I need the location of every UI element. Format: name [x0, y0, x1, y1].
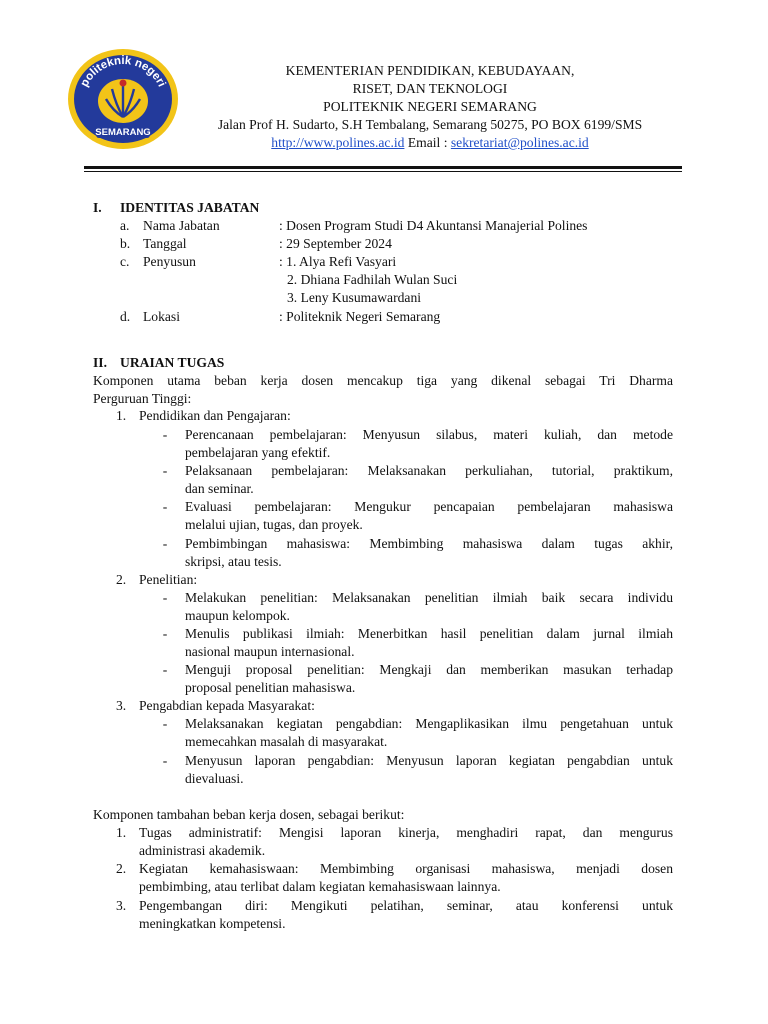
bullet-item	[185, 498, 673, 534]
extra-item	[139, 860, 673, 896]
bullet-dash: -	[162, 716, 168, 731]
identity-value: : Dosen Program Studi D4 Akuntansi Manajerial Polines	[279, 218, 588, 233]
item-title: Penelitian:	[139, 572, 198, 587]
bullet-line: Menulis publikasi ilmiah: Menerbitkan hasil penelitian dalam jurnal ilmiah	[185, 626, 673, 641]
identity-value: : 29 September 2024	[279, 236, 392, 251]
header-divider-thick	[84, 166, 682, 169]
section-2-intro	[93, 372, 673, 408]
website-link[interactable]: http://www.polines.ac.id	[271, 135, 405, 150]
section-2-number: II.	[93, 355, 107, 370]
bullet-item	[185, 426, 673, 462]
identity-label: Lokasi	[143, 309, 180, 324]
identity-value: 3. Leny Kusumawardani	[287, 290, 422, 305]
bullet-item	[185, 715, 673, 751]
bullet-line: Pelaksanaan pembelajaran: Melaksanakan perkuliahan, tutorial, praktikum,	[185, 463, 673, 478]
extra-item-line: meningkatkan kompetensi.	[139, 916, 286, 931]
bullet-item	[185, 661, 673, 697]
bullet-line: dievaluasi.	[185, 771, 244, 786]
identity-value: : Politeknik Negeri Semarang	[279, 309, 441, 324]
identity-letter: c.	[120, 254, 130, 269]
logo-text-bottom: SEMARANG	[95, 127, 151, 138]
bullet-item	[185, 625, 673, 661]
extra-item-line: Kegiatan kemahasiswaan: Membimbing organisasi mahasiswa, menjadi dosen	[139, 861, 673, 876]
bullet-line: Pembimbingan mahasiswa: Membimbing mahasiswa dalam tugas akhir,	[185, 536, 673, 551]
bullet-line: memecahkan masalah di masyarakat.	[185, 734, 388, 749]
item-number: 2.	[116, 572, 127, 587]
identity-value: : 1. Alya Refi Vasyari	[279, 254, 397, 269]
ministry-line-1: KEMENTERIAN PENDIDIKAN, KEBUDAYAAN,	[285, 63, 575, 78]
section-1-title: IDENTITAS JABATAN	[120, 200, 260, 215]
intro-line: Perguruan Tinggi:	[93, 391, 192, 406]
bullet-dash: -	[162, 536, 168, 551]
section-1-number: I.	[93, 200, 102, 215]
bullet-line: Evaluasi pembelajaran: Mengukur pencapaian pembelajaran mahasiswa	[185, 499, 673, 514]
bullet-line: melalui ujian, tugas, dan proyek.	[185, 517, 363, 532]
identity-letter: a.	[120, 218, 130, 233]
bullet-line: pembelajaran yang efektif.	[185, 445, 331, 460]
bullet-dash: -	[162, 590, 168, 605]
extra-item-line: Tugas administratif: Mengisi laporan kinerja, menghadiri rapat, dan mengurus	[139, 825, 673, 840]
extra-item	[139, 824, 673, 860]
bullet-line: Melaksanakan kegiatan pengabdian: Mengaplikasikan ilmu pengetahuan untuk	[185, 716, 673, 731]
item-number: 3.	[116, 698, 127, 713]
header-divider-thin	[84, 171, 682, 172]
extra-item-number: 2.	[116, 861, 127, 876]
bullet-line: Melakukan penelitian: Melaksanakan penelitian ilmiah baik secara individu	[185, 590, 673, 605]
bullet-dash: -	[162, 753, 168, 768]
item-title: Pengabdian kepada Masyarakat:	[139, 698, 315, 713]
bullet-line: nasional maupun internasional.	[185, 644, 355, 659]
extra-item-line: Pengembangan diri: Mengikuti pelatihan, seminar, atau konferensi untuk	[139, 898, 673, 913]
polines-logo	[66, 47, 180, 151]
bullet-line: Perencanaan pembelajaran: Menyusun silabus, materi kuliah, dan metode	[185, 427, 673, 442]
identity-letter: d.	[120, 309, 131, 324]
letterhead	[180, 62, 680, 152]
email-link[interactable]: sekretariat@polines.ac.id	[450, 135, 589, 150]
intro-line: Komponen utama beban kerja dosen mencakup tiga yang dikenal sebagai Tri Dharma	[93, 373, 673, 388]
email-label: Email :	[407, 135, 448, 150]
section-2-title: URAIAN TUGAS	[120, 355, 225, 370]
ministry-line-2: RISET, DAN TEKNOLOGI	[352, 81, 508, 96]
institution-name: POLITEKNIK NEGERI SEMARANG	[323, 99, 537, 114]
item-title: Pendidikan dan Pengajaran:	[139, 408, 291, 423]
bullet-item	[185, 589, 673, 625]
bullet-line: maupun kelompok.	[185, 608, 290, 623]
identity-letter: b.	[120, 236, 131, 251]
bullet-line: Menguji proposal penelitian: Mengkaji dan memberikan masukan terhadap	[185, 662, 673, 677]
bullet-line: dan seminar.	[185, 481, 254, 496]
bullet-line: skripsi, atau tesis.	[185, 554, 282, 569]
identity-label: Penyusun	[143, 254, 196, 269]
bullet-item	[185, 462, 673, 498]
bullet-dash: -	[162, 463, 168, 478]
bullet-item	[185, 535, 673, 571]
extra-item-number: 1.	[116, 825, 127, 840]
address-line: Jalan Prof H. Sudarto, S.H Tembalang, Semarang 50275, PO BOX 6199/SMS	[217, 117, 643, 132]
bullet-line: proposal penelitian mahasiswa.	[185, 680, 356, 695]
bullet-item	[185, 752, 673, 788]
bullet-dash: -	[162, 626, 168, 641]
extra-item-line: pembimbing, atau terlibat dalam kegiatan kemahasiswaan lainnya.	[139, 879, 501, 894]
bullet-dash: -	[162, 662, 168, 677]
extra-intro: Komponen tambahan beban kerja dosen, sebagai berikut:	[93, 807, 405, 822]
item-number: 1.	[116, 408, 127, 423]
extra-item-line: administrasi akademik.	[139, 843, 266, 858]
bullet-dash: -	[162, 499, 168, 514]
bullet-dash: -	[162, 427, 168, 442]
extra-item-number: 3.	[116, 898, 127, 913]
identity-value: 2. Dhiana Fadhilah Wulan Suci	[287, 272, 458, 287]
extra-item	[139, 897, 673, 933]
identity-label: Nama Jabatan	[143, 218, 220, 233]
logo-text-top: politeknik negeri	[78, 54, 168, 89]
contact-line	[180, 134, 680, 152]
bullet-line: Menyusun laporan pengabdian: Menyusun laporan kegiatan pengabdian untuk	[185, 753, 673, 768]
identity-label: Tanggal	[143, 236, 187, 251]
